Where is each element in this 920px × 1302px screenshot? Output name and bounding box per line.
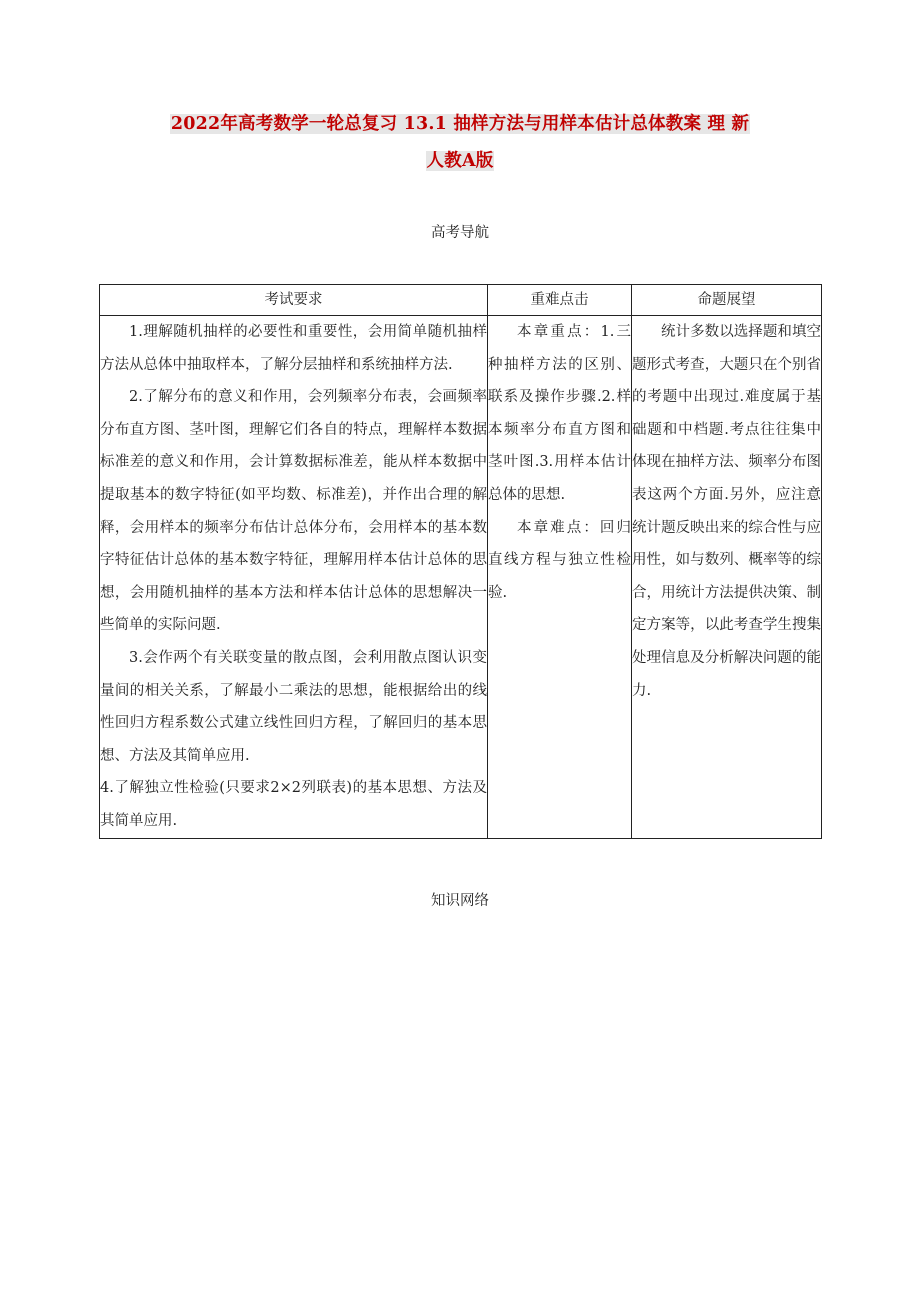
difficult-points-text: 本章难点：回归直线方程与独立性检验. xyxy=(488,519,631,601)
document-title xyxy=(120,106,800,180)
header-exam-outlook: 命题展望 xyxy=(632,285,822,316)
header-exam-requirements: 考试要求 xyxy=(100,285,488,316)
requirement-item-3: 3.会作两个有关联变量的散点图，会利用散点图认识变量间的相关关系，了解最小二乘法的思想，能根据给出的线性回归方程系数公式建立线性回归方程，了解回归的基本思想、方法及其简单应用. xyxy=(100,649,487,764)
requirement-item-1: 1.理解随机抽样的必要性和重要性，会用简单随机抽样方法从总体中抽取样本，了解分层抽样和系统抽样方法. xyxy=(100,324,487,373)
outlook-text: 统计多数以选择题和填空题形式考查，大题只在个别省的考题中出现过.难度属于基础题和中档题.考点往往集中体现在抽样方法、频率分布图表这两个方面.另外，应注意统计题反映出来的综合性与应用性，如与数列、概率等的综合，用统计方法提供决策、制定方案等，以此考查学生搜集处理信息及分析解决问题的能力. xyxy=(632,324,821,699)
section-heading-knowledge-network: 知识网络 xyxy=(431,893,489,909)
requirement-item-2: 2.了解分布的意义和作用，会列频率分布表，会画频率分布直方图、茎叶图，理解它们各自的特点，理解样本数据标准差的意义和作用，会计算数据标准差，能从样本数据中提取基本的数字特征(如平均数、标准差)，并作出合理的解释，会用样本的频率分布估计总体分布，会用样本的基本数字特征估计总体的基本数字特征，理解用样本估计总体的思想，会用随机抽样的基本方法和样本估计总体的思想解决一些简单的实际问题. xyxy=(100,389,487,634)
section-heading-gaokao-guide: 高考导航 xyxy=(431,225,489,241)
exam-guide-table xyxy=(99,284,822,839)
key-points-text: 本章重点：1.三种抽样方法的区别、联系及操作步骤.2.样本频率分布直方图和茎叶图.3.用样本估计总体的思想. xyxy=(488,324,631,503)
key-difficult-points-cell xyxy=(488,316,632,839)
table-row xyxy=(100,316,822,839)
table-header-row xyxy=(100,285,822,316)
document-title-line-1: 2022年高考数学一轮总复习 13.1 抽样方法与用样本估计总体教案 理 新 xyxy=(170,114,750,134)
requirement-item-4: 4.了解独立性检验(只要求2×2列联表)的基本思想、方法及其简单应用. xyxy=(100,780,487,829)
requirements-cell xyxy=(100,316,488,839)
header-key-difficult-points: 重难点击 xyxy=(488,285,632,316)
outlook-cell xyxy=(632,316,822,839)
document-title-line-2: 人教A版 xyxy=(426,151,494,171)
